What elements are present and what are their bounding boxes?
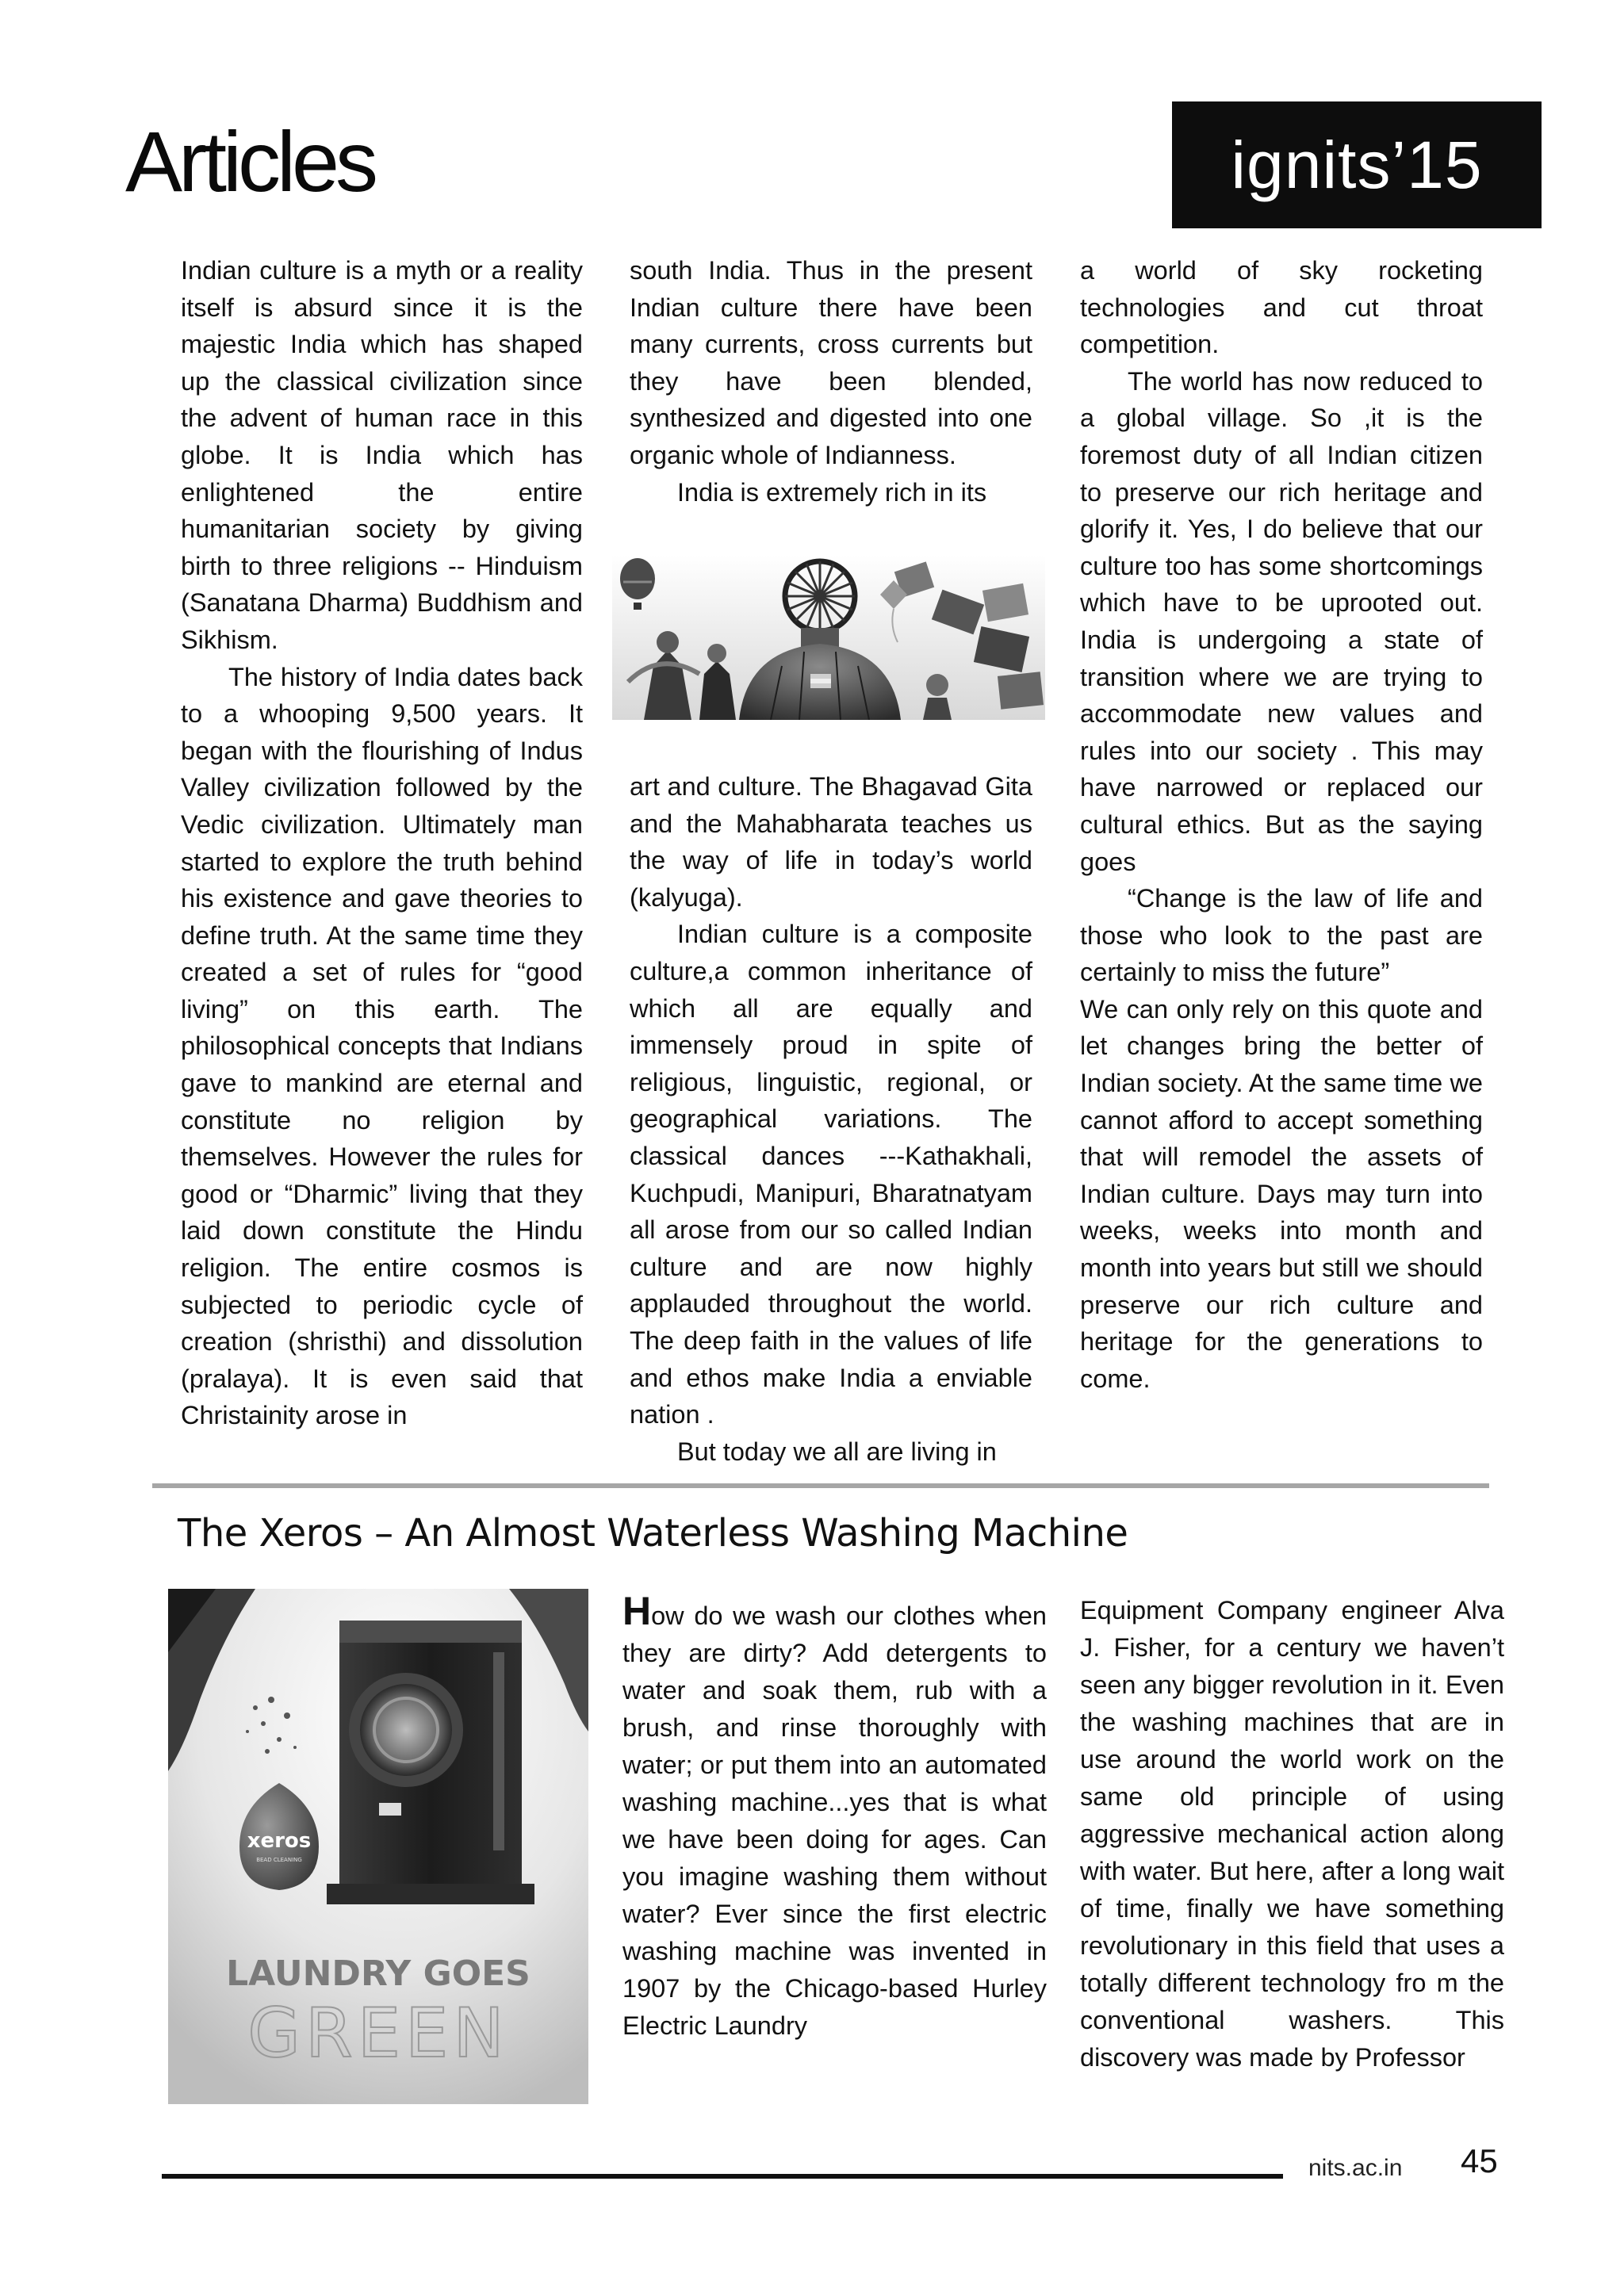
xeros-logo-text: xeros [247, 1829, 312, 1853]
quote-paragraph: “Change is the law of life and those who look to the past are certainly to miss the future” [1080, 884, 1483, 987]
paragraph: The history of India dates back to a whooping 9,500 years. It began with the flourishing of Indus Valley civilization followed by the Vedic civilization. Ultimately man started to explore the truth behind his existence and gave theories to define truth. At the same time they created a set of rules for “good living” on this earth. The philosophical concepts that Indians gave to mankind are eternal and constitute no religion by themselves. However the rules for good or “Dharmic” living that they laid down constitute the Hindu religion. The entire cosmos is subjected to periodic cycle of creation (shristhi) and dissolution (pralaya). It is even said that Christainity arose in [181, 662, 583, 1430]
ad-slogan-line1: LAUNDRY GOES [226, 1954, 530, 1994]
paragraph: art and culture. The Bhagavad Gita and the Mahabharata teaches us the way of life in today’s world (kalyuga). [630, 772, 1032, 912]
xeros-logo-tagline: BEAD CLEANING [256, 1857, 302, 1863]
paragraph [622, 1589, 1047, 2045]
india-culture-collage-image [612, 555, 1045, 720]
page-number: 45 [1461, 2142, 1498, 2179]
paragraph: India is extremely rich in its [677, 477, 987, 507]
article2-column-3 [1080, 1592, 1504, 2076]
article2-column-2 [622, 1589, 1047, 2045]
paragraph: Indian culture is a myth or a reality itself is absurd since it is the majestic India which has shaped up the classical civilization since the advent of human race in this globe. It is India which has enlightened the entire humanitarian society by giving birth to three religions -- Hinduism (Sanatana Dharma) Buddhism and Sikhism. [181, 256, 583, 654]
article2-title: The Xeros – An Almost Waterless Washing Machine [178, 1511, 1128, 1556]
drop-cap: H [622, 1589, 652, 1633]
paragraph: Indian culture is a composite culture,a common inheritance of which all are equally and immensely proud in spite of religious, linguistic, regional, or geographical variations. The classical dances ---Kathakhali, Kuchpudi, Manipuri, Bharatnatyam all arose from our so called Indian culture and are now highly applauded throughout the world. The deep faith in the values of life and ethos make India a enviable nation . [630, 920, 1032, 1429]
article1-column-2-top [630, 252, 1032, 511]
issue-badge: ignits’15 [1172, 101, 1542, 228]
footer-site: nits.ac.in [1308, 2155, 1403, 2181]
footer-rule [162, 2174, 1283, 2179]
section-divider [152, 1483, 1489, 1488]
article1-column-3 [1080, 252, 1483, 1397]
section-title: Articles [125, 113, 375, 209]
paragraph: Equipment Company engineer Alva J. Fisher, for a century we haven’t seen any bigger revolution in it. Even the washing machines that are in use around the world work on the same old principle of using aggressive mechanical action along with water. But here, after a long wait of time, finally we have something revolutionary in this field that uses a totally different technology fro m the conventional washers. This discovery was made by Professor [1080, 1596, 1504, 2072]
paragraph: south India. Thus in the present Indian culture there have been many currents, cross currents but they have been blended, synthesized and digested into one organic whole of Indianness. [630, 256, 1032, 469]
paragraph: The world has now reduced to a global village. So ,it is the foremost duty of all Indian citizen to preserve our rich heritage and glorify it. Yes, I do believe that our culture too has some shortcomings which have to be uprooted out. India is undergoing a state of transition where we are trying to accommodate new values and rules into our society . This may have narrowed or replaced our cultural ethics. But as the saying goes [1080, 366, 1483, 876]
paragraph-text: ow do we wash our clothes when they are dirty? Add detergents to water and soak them, rub with a brush, and rinse thoroughly with water; or put them into an automated washing machine...yes that is what we have been doing for ages. Can you imagine washing them without water? Ever since the first electric washing machine was invented in 1907 by the Chicago-based Hurley Electric Laundry [622, 1601, 1047, 2040]
paragraph: We can only rely on this quote and let changes bring the better of Indian society. At the same time we cannot afford to accept something that will remodel the assets of Indian culture. Days may turn into weeks, weeks into month and month into years but still we should preserve our rich culture and heritage for the generations to come. [1080, 994, 1483, 1393]
paragraph: But today we all are living in [677, 1437, 997, 1466]
paragraph: a world of sky rocketing technologies and cut throat competition. [1080, 256, 1483, 359]
ad-slogan-line2: GREEN [247, 1994, 509, 2073]
article1-column-2-bottom [630, 768, 1032, 1470]
xeros-washing-machine-ad-image [168, 1589, 588, 2104]
article1-column-1 [181, 252, 583, 1434]
